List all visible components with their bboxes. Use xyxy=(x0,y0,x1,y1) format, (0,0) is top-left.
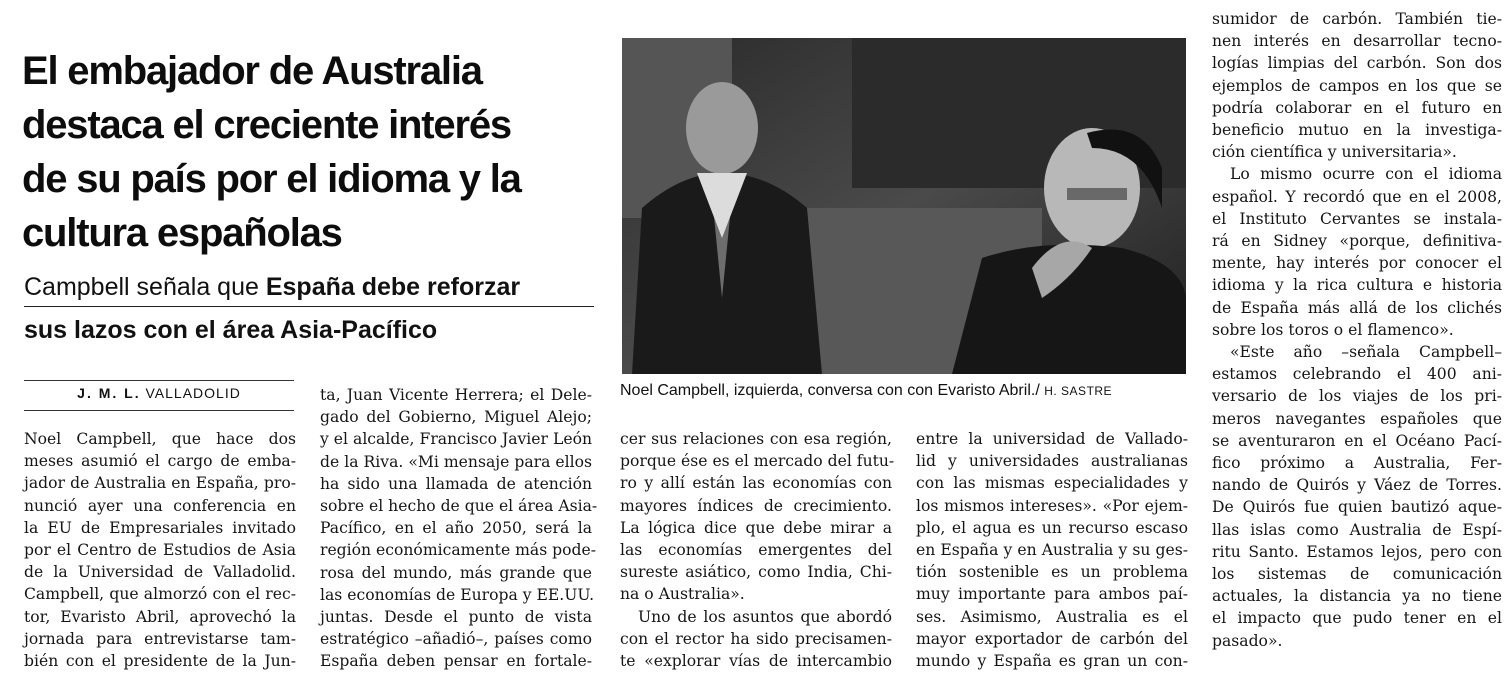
article-column-3 xyxy=(620,428,895,672)
text-line: de la Riva. «Mi mensaje para ellos xyxy=(320,452,592,471)
text-line: mayor exportador de carbón del xyxy=(916,629,1188,648)
photo-image xyxy=(622,38,1186,374)
text-line: mente, hay interés por conocer el xyxy=(1212,254,1502,273)
subheadline-bold: España debe reforzar xyxy=(265,273,521,301)
subheadline xyxy=(24,272,589,302)
text-line: meros navegantes españoles que xyxy=(1212,409,1502,428)
text-line: juntas. Desde el punto de vista xyxy=(320,608,592,627)
article-column-1 xyxy=(24,428,296,672)
text-line: ses. Asimismo, Australia es el xyxy=(916,607,1188,626)
text-line: «Este año –señala Campbell– xyxy=(1230,343,1502,362)
text-line: nando de Quirós y Váez de Torres. xyxy=(1212,476,1502,495)
text-line: Pacífico, en el año 2050, será la xyxy=(320,519,592,538)
text-line: sureste asiático, como India, Chi- xyxy=(620,563,892,582)
text-line: podría colaborar en el futuro en xyxy=(1212,98,1502,117)
text-line: actuales, la distancia ya no tiene xyxy=(1212,587,1502,606)
text-line: y el alcalde, Francisco Javier León xyxy=(320,430,592,449)
text-line: idioma y la rica cultura e historia xyxy=(1212,276,1502,295)
text-line: se aventuraron en el Océano Pací- xyxy=(1212,431,1502,450)
text-line: con las mismas especialidades y xyxy=(916,474,1188,493)
text-line: español. Y recordó que en el 2008, xyxy=(1212,187,1502,206)
text-line: ción científica y universitaria». xyxy=(1212,143,1457,162)
text-line: de la Universidad de Valladolid. xyxy=(24,563,296,582)
text-line: jornada para entrevistarse tam- xyxy=(24,629,296,648)
headline-line: destaca el creciente interés xyxy=(22,103,511,147)
text-line: bién con el presidente de la Jun- xyxy=(24,652,296,671)
byline xyxy=(24,385,294,401)
article-column-4 xyxy=(916,428,1188,672)
text-line: entre la universidad de Vallado- xyxy=(916,430,1188,448)
text-line: de España más allá de los clichés xyxy=(1212,298,1502,317)
headline-line: El embajador de Australia xyxy=(22,49,482,93)
text-line: ta, Juan Vicente Herrera; el Dele- xyxy=(320,386,592,404)
photo-caption xyxy=(620,382,1200,400)
text-line: mundo y España es gran un con- xyxy=(916,652,1188,671)
text-line: con el rector ha sido precisamen- xyxy=(620,629,892,648)
text-line: beneficio mutuo en la investiga- xyxy=(1212,121,1502,140)
headline xyxy=(22,44,597,260)
text-line: fico próximo a Australia, Fer- xyxy=(1212,454,1502,473)
text-line: estratégico –añadió–, países como xyxy=(320,630,592,649)
text-line: Uno de los asuntos que abordó xyxy=(638,607,892,626)
byline-bottom-rule xyxy=(24,410,294,411)
byline-author: J. M. L. xyxy=(77,385,141,401)
subheadline-divider xyxy=(24,306,594,307)
text-line: porque ése es el mercado del futu- xyxy=(620,452,895,471)
text-line: nunció ayer una conferencia en xyxy=(24,496,296,515)
text-line: sobre el hecho de que el área Asia- xyxy=(320,497,598,516)
article-photo xyxy=(622,38,1186,374)
text-line: pasado». xyxy=(1212,631,1283,650)
text-line: La lógica dice que debe mirar a xyxy=(620,518,892,537)
text-line: De Quirós fue quien bautizó aque- xyxy=(1212,498,1502,517)
text-line: las economías emergentes del xyxy=(620,541,892,560)
text-line: te «explorar vías de intercambio xyxy=(620,652,892,671)
text-line: jador de Australia en España, pro- xyxy=(24,474,296,493)
subheadline-line-2: sus lazos con el área Asia-Pacífico xyxy=(24,316,438,344)
text-line: el impacto que pudo tener en el xyxy=(1212,609,1502,628)
text-line: estamos celebrando el 400 ani- xyxy=(1212,365,1502,384)
text-line: gado del Gobierno, Miguel Alejo; xyxy=(320,408,592,427)
text-line: región económicamente más pode- xyxy=(320,541,597,560)
text-line: rá en Sidney «porque, definitiva- xyxy=(1212,232,1502,251)
text-line: por el Centro de Estudios de Asia xyxy=(24,541,296,560)
text-line: España deben pensar en fortale- xyxy=(320,652,592,671)
caption-text: Noel Campbell, izquierda, conversa con con Evaristo Abril./ xyxy=(620,382,1040,399)
text-line: tor, Evaristo Abril, aprovechó la xyxy=(24,607,296,626)
text-line: Campbell, que almorzó con el rec- xyxy=(24,585,296,604)
byline-top-rule xyxy=(24,380,294,381)
text-line: el Instituto Cervantes se instala- xyxy=(1212,209,1502,228)
text-line: ha sido una llamada de atención xyxy=(320,474,592,493)
photo-credit: H. SASTRE xyxy=(1044,384,1113,398)
text-line: rosa del mundo, más grande que xyxy=(320,563,592,582)
text-line: muy importante para ambos paí- xyxy=(916,585,1188,604)
text-line: ro y allí están las economías con xyxy=(620,474,892,493)
headline-line: cultura españolas xyxy=(22,211,342,255)
text-line: plo, el agua es un recurso escaso xyxy=(916,518,1188,537)
text-line: la EU de Empresariales invitado xyxy=(24,518,296,537)
article-column-5 xyxy=(1212,8,1502,652)
text-line: las economías de Europa y EE.UU. xyxy=(320,585,595,604)
text-line: ritu Santo. Estamos lejos, pero con xyxy=(1212,542,1502,561)
text-line: meses asumió el cargo de emba- xyxy=(24,452,296,471)
headline-line: de su país por el idioma y la xyxy=(22,157,521,201)
text-line: Lo mismo ocurre con el idioma xyxy=(1230,165,1502,184)
text-line: versario de los viajes de los pri- xyxy=(1212,387,1502,406)
text-line: sumidor de carbón. También tie- xyxy=(1212,10,1502,28)
article-column-2 xyxy=(320,384,598,673)
text-line: los mismos intereses». «Por ejem- xyxy=(916,496,1188,515)
text-line: na o Australia». xyxy=(620,585,745,604)
text-line: sobre los toros o el flamenco». xyxy=(1212,320,1454,339)
text-line: logías limpias del carbón. Son dos xyxy=(1212,54,1502,73)
text-line: los sistemas de comunicación xyxy=(1212,565,1502,584)
text-line: tión sostenible es un problema xyxy=(916,563,1188,582)
subheadline-regular: Campbell señala que xyxy=(24,273,259,301)
text-line: nen interés en desarrollar tecno- xyxy=(1212,32,1502,51)
text-line: lid y universidades australianas xyxy=(916,452,1188,471)
text-line: ejemplos de campos en los que se xyxy=(1212,76,1502,95)
text-line: llas islas como Australia de Espí- xyxy=(1212,520,1502,539)
text-line: Noel Campbell, que hace dos xyxy=(24,430,296,448)
text-line: en España y en Australia y su ges- xyxy=(916,541,1188,560)
byline-place: VALLADOLID xyxy=(145,385,241,401)
text-line: cer sus relaciones con esa región, xyxy=(620,430,892,448)
text-line: mayores índices de crecimiento. xyxy=(620,496,892,515)
